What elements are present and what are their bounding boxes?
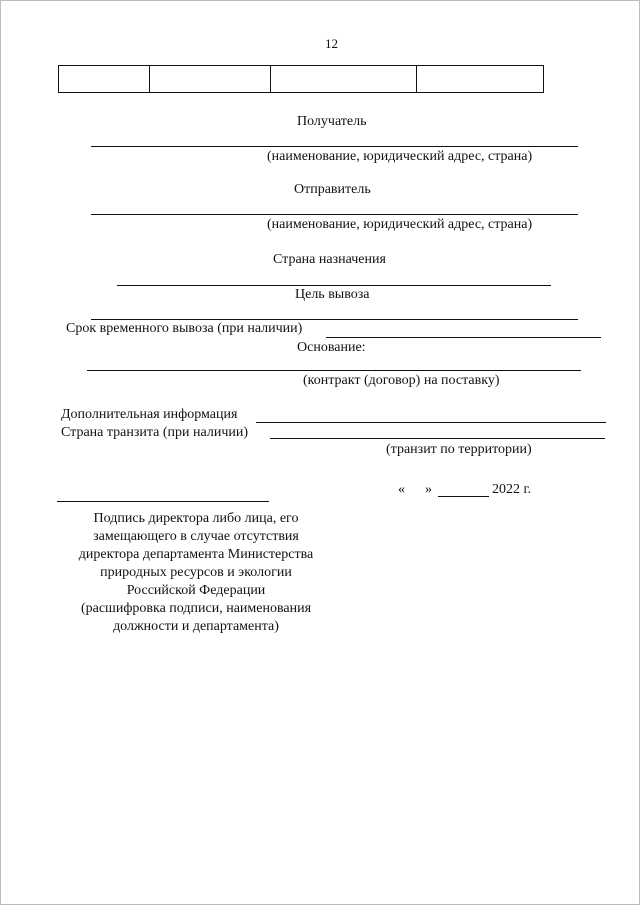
date-close-quote: » — [425, 482, 432, 497]
table-cell — [59, 66, 150, 92]
signature-caption-line: Российской Федерации — [126, 583, 266, 598]
transit-label: Страна транзита (при наличии) — [61, 425, 249, 440]
export-purpose-heading: Цель вывоза — [295, 287, 370, 302]
date-year: 2022 г. — [492, 482, 532, 497]
temporary-export-label: Срок временного вывоза (при наличии) — [66, 321, 303, 336]
header-table — [58, 65, 544, 93]
sender-heading: Отправитель — [294, 182, 371, 197]
basis-caption: (контракт (договор) на поставку) — [303, 373, 500, 388]
destination-country-heading: Страна назначения — [273, 252, 386, 267]
signature-caption-line: должности и департамента) — [113, 619, 279, 634]
signature-caption-line: директора департамента Министерства — [78, 547, 314, 562]
table-cell — [271, 66, 417, 92]
basis-heading: Основание: — [297, 340, 366, 355]
signature-line — [57, 501, 269, 502]
signature-caption-line: замещающего в случае отсутствия — [93, 529, 299, 544]
date-month-line — [438, 496, 489, 497]
date-open-quote: « — [398, 482, 405, 497]
signature-caption — [58, 510, 334, 636]
page-number: 12 — [325, 36, 338, 51]
sender-line — [91, 214, 578, 215]
sender-caption: (наименование, юридический адрес, страна) — [267, 217, 533, 232]
signature-caption-line: Подпись директора либо лица, его — [93, 511, 299, 526]
additional-info-label: Дополнительная информация — [61, 407, 238, 422]
basis-line — [87, 370, 581, 371]
signature-caption-line: природных ресурсов и экологии — [100, 565, 292, 580]
destination-country-line — [117, 285, 551, 286]
additional-info-line — [256, 422, 606, 423]
recipient-caption: (наименование, юридический адрес, страна) — [267, 149, 533, 164]
table-cell — [150, 66, 271, 92]
recipient-heading: Получатель — [297, 114, 367, 129]
export-purpose-line — [91, 319, 578, 320]
transit-line — [270, 438, 605, 439]
signature-caption-line: (расшифровка подписи, наименования — [80, 601, 312, 616]
recipient-line — [91, 146, 578, 147]
table-cell — [417, 66, 543, 92]
temporary-export-line — [326, 337, 601, 338]
transit-caption: (транзит по территории) — [386, 442, 532, 457]
